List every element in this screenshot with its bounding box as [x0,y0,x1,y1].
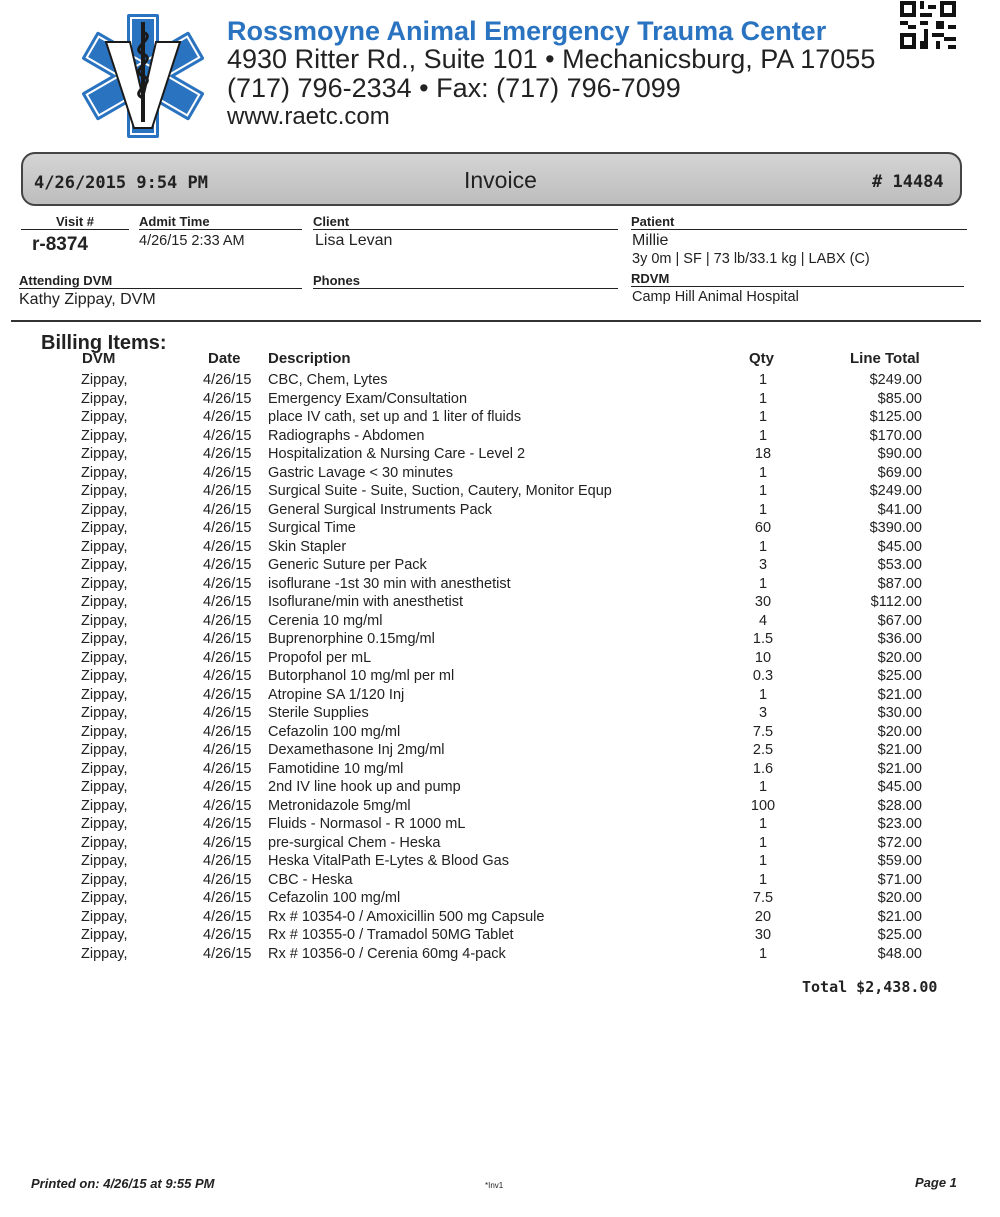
row-line-total: $390.00 [869,520,922,536]
clinic-phone-fax: (717) 796-2334 • Fax: (717) 796-7099 [227,73,681,103]
row-description: Surgical Time [268,520,356,536]
invoice-number: # 14484 [872,172,944,192]
row-description: Generic Suture per Pack [268,557,427,573]
row-line-total: $87.00 [877,575,922,592]
table-row [0,724,1000,743]
row-dvm: Zippay, [81,779,128,795]
billing-items-title: Billing Items: [41,332,167,354]
row-dvm: Zippay, [81,631,128,647]
row-line-total: $125.00 [869,409,922,425]
row-line-total: $249.00 [869,372,922,388]
row-qty: 1 [758,483,768,499]
table-row [0,890,1000,909]
table-row [0,779,1000,798]
row-line-total: $45.00 [877,779,922,795]
printed-on: Printed on: 4/26/15 at 9:55 PM [31,1176,215,1191]
row-line-total: $72.00 [877,834,922,851]
table-row [0,798,1000,817]
row-qty: 1 [758,575,768,592]
row-qty: 18 [754,446,772,462]
row-date: 4/26/15 [203,742,252,758]
row-description: Buprenorphine 0.15mg/ml [268,631,435,647]
row-dvm: Zippay, [81,853,128,869]
table-row [0,668,1000,687]
attending-dvm-name: Kathy Zippay, DVM [19,291,156,308]
col-header-description: Description [268,350,351,367]
row-dvm: Zippay, [81,890,128,906]
row-description: Fluids - Normasol - R 1000 mL [268,816,466,832]
row-dvm: Zippay, [81,520,128,536]
row-dvm: Zippay, [81,557,128,573]
row-dvm: Zippay, [81,372,128,388]
row-description: Dexamethasone Inj 2mg/ml [268,742,445,758]
row-qty: 1 [758,816,768,832]
row-description: Atropine SA 1/120 Inj [268,686,405,703]
row-description: General Surgical Instruments Pack [268,501,493,518]
row-description: Radiographs - Abdomen [268,427,425,444]
row-description: CBC - Heska [268,871,353,888]
col-header-line-total: Line Total [850,350,920,367]
row-description: Famotidine 10 mg/ml [268,760,404,777]
table-row [0,761,1000,780]
row-qty: 1 [758,853,768,869]
table-row [0,816,1000,835]
row-dvm: Zippay, [81,686,128,703]
phones-label: Phones [313,273,618,289]
row-line-total: $53.00 [877,557,922,573]
admit-time-label: Admit Time [139,214,302,230]
row-dvm: Zippay, [81,612,128,629]
row-date: 4/26/15 [203,446,252,462]
attending-dvm-label: Attending DVM [19,273,302,289]
row-description: 2nd IV line hook up and pump [268,779,461,795]
patient-details: 3y 0m | SF | 73 lb/33.1 kg | LABX (C) [632,251,870,267]
row-qty: 100 [750,797,776,814]
row-line-total: $28.00 [877,797,922,814]
row-date: 4/26/15 [203,723,252,740]
patient-label: Patient [631,214,967,230]
row-line-total: $21.00 [877,686,922,703]
footer-code: *Inv1 [485,1181,504,1190]
row-dvm: Zippay, [81,760,128,777]
row-dvm: Zippay, [81,464,128,481]
row-description: Metronidazole 5mg/ml [268,797,411,814]
rdvm-label: RDVM [631,271,964,287]
row-date: 4/26/15 [203,631,252,647]
row-description: place IV cath, set up and 1 liter of fluids [268,409,522,425]
row-date: 4/26/15 [203,483,252,499]
table-row [0,446,1000,465]
row-dvm: Zippay, [81,409,128,425]
billing-items-table [0,372,1000,964]
star-of-life-v-logo-icon [78,10,208,142]
row-date: 4/26/15 [203,760,252,777]
row-date: 4/26/15 [203,464,252,481]
row-qty: 20 [754,908,772,925]
table-row [0,539,1000,558]
row-date: 4/26/15 [203,927,252,943]
row-line-total: $20.00 [877,723,922,740]
row-qty: 30 [754,594,772,610]
table-row [0,594,1000,613]
row-qty: 1 [758,464,768,481]
table-row [0,409,1000,428]
row-description: Emergency Exam/Consultation [268,390,468,407]
row-dvm: Zippay, [81,723,128,740]
row-description: Cefazolin 100 mg/ml [268,890,401,906]
row-line-total: $90.00 [877,446,922,462]
col-header-dvm: DVM [82,350,116,367]
row-description: Butorphanol 10 mg/ml per ml [268,668,455,684]
row-qty: 1 [758,834,768,851]
row-dvm: Zippay, [81,427,128,444]
row-date: 4/26/15 [203,575,252,592]
row-line-total: $20.00 [877,649,922,666]
client-name: Lisa Levan [315,232,393,249]
row-dvm: Zippay, [81,501,128,518]
row-description: Heska VitalPath E-Lytes & Blood Gas [268,853,509,869]
row-description: CBC, Chem, Lytes [268,372,388,388]
table-row [0,502,1000,521]
invoice-total: Total $2,438.00 [802,978,938,996]
row-description: Rx # 10355-0 / Tramadol 50MG Tablet [268,927,514,943]
row-date: 4/26/15 [203,686,252,703]
row-line-total: $21.00 [877,908,922,925]
row-line-total: $23.00 [877,816,922,832]
row-date: 4/26/15 [203,557,252,573]
row-dvm: Zippay, [81,649,128,666]
row-qty: 1 [758,686,768,703]
table-row [0,465,1000,484]
row-date: 4/26/15 [203,890,252,906]
table-row [0,687,1000,706]
row-qty: 1 [758,409,768,425]
row-date: 4/26/15 [203,705,252,721]
row-dvm: Zippay, [81,945,128,962]
table-row [0,576,1000,595]
row-date: 4/26/15 [203,945,252,962]
row-description: Hospitalization & Nursing Care - Level 2 [268,446,526,462]
row-dvm: Zippay, [81,927,128,943]
row-line-total: $69.00 [877,464,922,481]
invoice-datetime: 4/26/2015 9:54 PM [34,173,208,193]
row-date: 4/26/15 [203,853,252,869]
row-line-total: $45.00 [877,538,922,555]
clinic-website: www.raetc.com [227,103,390,130]
row-qty: 3 [758,705,768,721]
row-date: 4/26/15 [203,612,252,629]
row-qty: 1.5 [752,631,774,647]
row-description: Propofol per mL [268,649,372,666]
row-description: Isoflurane/min with anesthetist [268,594,464,610]
row-qty: 10 [754,649,772,666]
table-row [0,428,1000,447]
row-description: Cerenia 10 mg/ml [268,612,383,629]
row-qty: 0.3 [752,668,774,684]
rdvm-name: Camp Hill Animal Hospital [632,289,799,305]
row-dvm: Zippay, [81,538,128,555]
row-date: 4/26/15 [203,779,252,795]
row-date: 4/26/15 [203,538,252,555]
row-line-total: $21.00 [877,742,922,758]
row-date: 4/26/15 [203,816,252,832]
clinic-address: 4930 Ritter Rd., Suite 101 • Mechanicsburg, PA 17055 [227,44,876,74]
visit-number: r-8374 [32,234,88,255]
row-date: 4/26/15 [203,834,252,851]
row-dvm: Zippay, [81,816,128,832]
row-qty: 4 [758,612,768,629]
row-dvm: Zippay, [81,390,128,407]
invoice-title: Invoice [464,167,537,193]
row-description: Gastric Lavage < 30 minutes [268,464,453,481]
col-header-qty: Qty [749,350,775,367]
row-description: Surgical Suite - Suite, Suction, Cautery, Monitor Equp [268,483,612,499]
row-dvm: Zippay, [81,483,128,499]
row-line-total: $36.00 [877,631,922,647]
row-qty: 1 [758,390,768,407]
table-row [0,853,1000,872]
row-qty: 1 [758,779,768,795]
row-line-total: $170.00 [869,427,922,444]
table-row [0,909,1000,928]
row-qty: 1 [758,945,768,962]
row-dvm: Zippay, [81,575,128,592]
table-row [0,835,1000,854]
row-line-total: $112.00 [870,594,922,610]
table-row [0,613,1000,632]
row-line-total: $249.00 [869,483,922,499]
page-number: Page 1 [915,1175,957,1190]
table-row [0,742,1000,761]
patient-name: Millie [632,232,669,249]
row-line-total: $25.00 [877,927,922,943]
row-dvm: Zippay, [81,742,128,758]
row-date: 4/26/15 [203,520,252,536]
clinic-name: Rossmoyne Animal Emergency Trauma Center [227,16,827,46]
row-line-total: $67.00 [877,612,922,629]
row-qty: 1 [758,372,768,388]
row-dvm: Zippay, [81,797,128,814]
client-label: Client [313,214,618,230]
table-row [0,557,1000,576]
row-line-total: $21.00 [877,760,922,777]
row-description: Skin Stapler [268,538,347,555]
row-description: Rx # 10356-0 / Cerenia 60mg 4-pack [268,945,506,962]
row-date: 4/26/15 [203,594,252,610]
row-date: 4/26/15 [203,649,252,666]
table-row [0,483,1000,502]
row-date: 4/26/15 [203,390,252,407]
row-description: Cefazolin 100 mg/ml [268,723,401,740]
table-row [0,391,1000,410]
row-description: Rx # 10354-0 / Amoxicillin 500 mg Capsule [268,908,545,925]
row-qty: 1.6 [752,760,774,777]
row-dvm: Zippay, [81,705,128,721]
row-line-total: $41.00 [877,501,922,518]
visit-number-label: Visit # [21,214,129,230]
row-dvm: Zippay, [81,871,128,888]
row-qty: 30 [754,927,772,943]
row-line-total: $59.00 [877,853,922,869]
section-divider [11,320,981,322]
row-line-total: $85.00 [877,390,922,407]
row-dvm: Zippay, [81,446,128,462]
row-date: 4/26/15 [203,908,252,925]
row-line-total: $30.00 [877,705,922,721]
row-dvm: Zippay, [81,668,128,684]
table-row [0,705,1000,724]
row-line-total: $48.00 [877,945,922,962]
row-qty: 1 [758,538,768,555]
row-line-total: $25.00 [877,668,922,684]
row-qty: 7.5 [752,723,774,740]
table-row [0,946,1000,965]
row-date: 4/26/15 [203,427,252,444]
row-qty: 1 [758,427,768,444]
row-qty: 3 [758,557,768,573]
row-dvm: Zippay, [81,594,128,610]
table-row [0,927,1000,946]
row-date: 4/26/15 [203,668,252,684]
table-row [0,372,1000,391]
row-description: Sterile Supplies [268,705,369,721]
row-qty: 2.5 [752,742,774,758]
row-description: pre-surgical Chem - Heska [268,834,441,851]
row-date: 4/26/15 [203,501,252,518]
row-date: 4/26/15 [203,372,252,388]
table-row [0,631,1000,650]
row-date: 4/26/15 [203,871,252,888]
col-header-date: Date [208,350,241,367]
row-date: 4/26/15 [203,797,252,814]
row-qty: 1 [758,871,768,888]
row-date: 4/26/15 [203,409,252,425]
row-qty: 1 [758,501,768,518]
row-line-total: $71.00 [877,871,922,888]
row-description: isoflurane -1st 30 min with anesthetist [268,575,511,592]
row-dvm: Zippay, [81,834,128,851]
table-row [0,872,1000,891]
qr-code-icon [900,0,956,50]
admit-time: 4/26/15 2:33 AM [139,233,245,249]
row-dvm: Zippay, [81,908,128,925]
table-row [0,650,1000,669]
row-qty: 7.5 [752,890,774,906]
table-row [0,520,1000,539]
row-qty: 60 [754,520,772,536]
row-line-total: $20.00 [877,890,922,906]
